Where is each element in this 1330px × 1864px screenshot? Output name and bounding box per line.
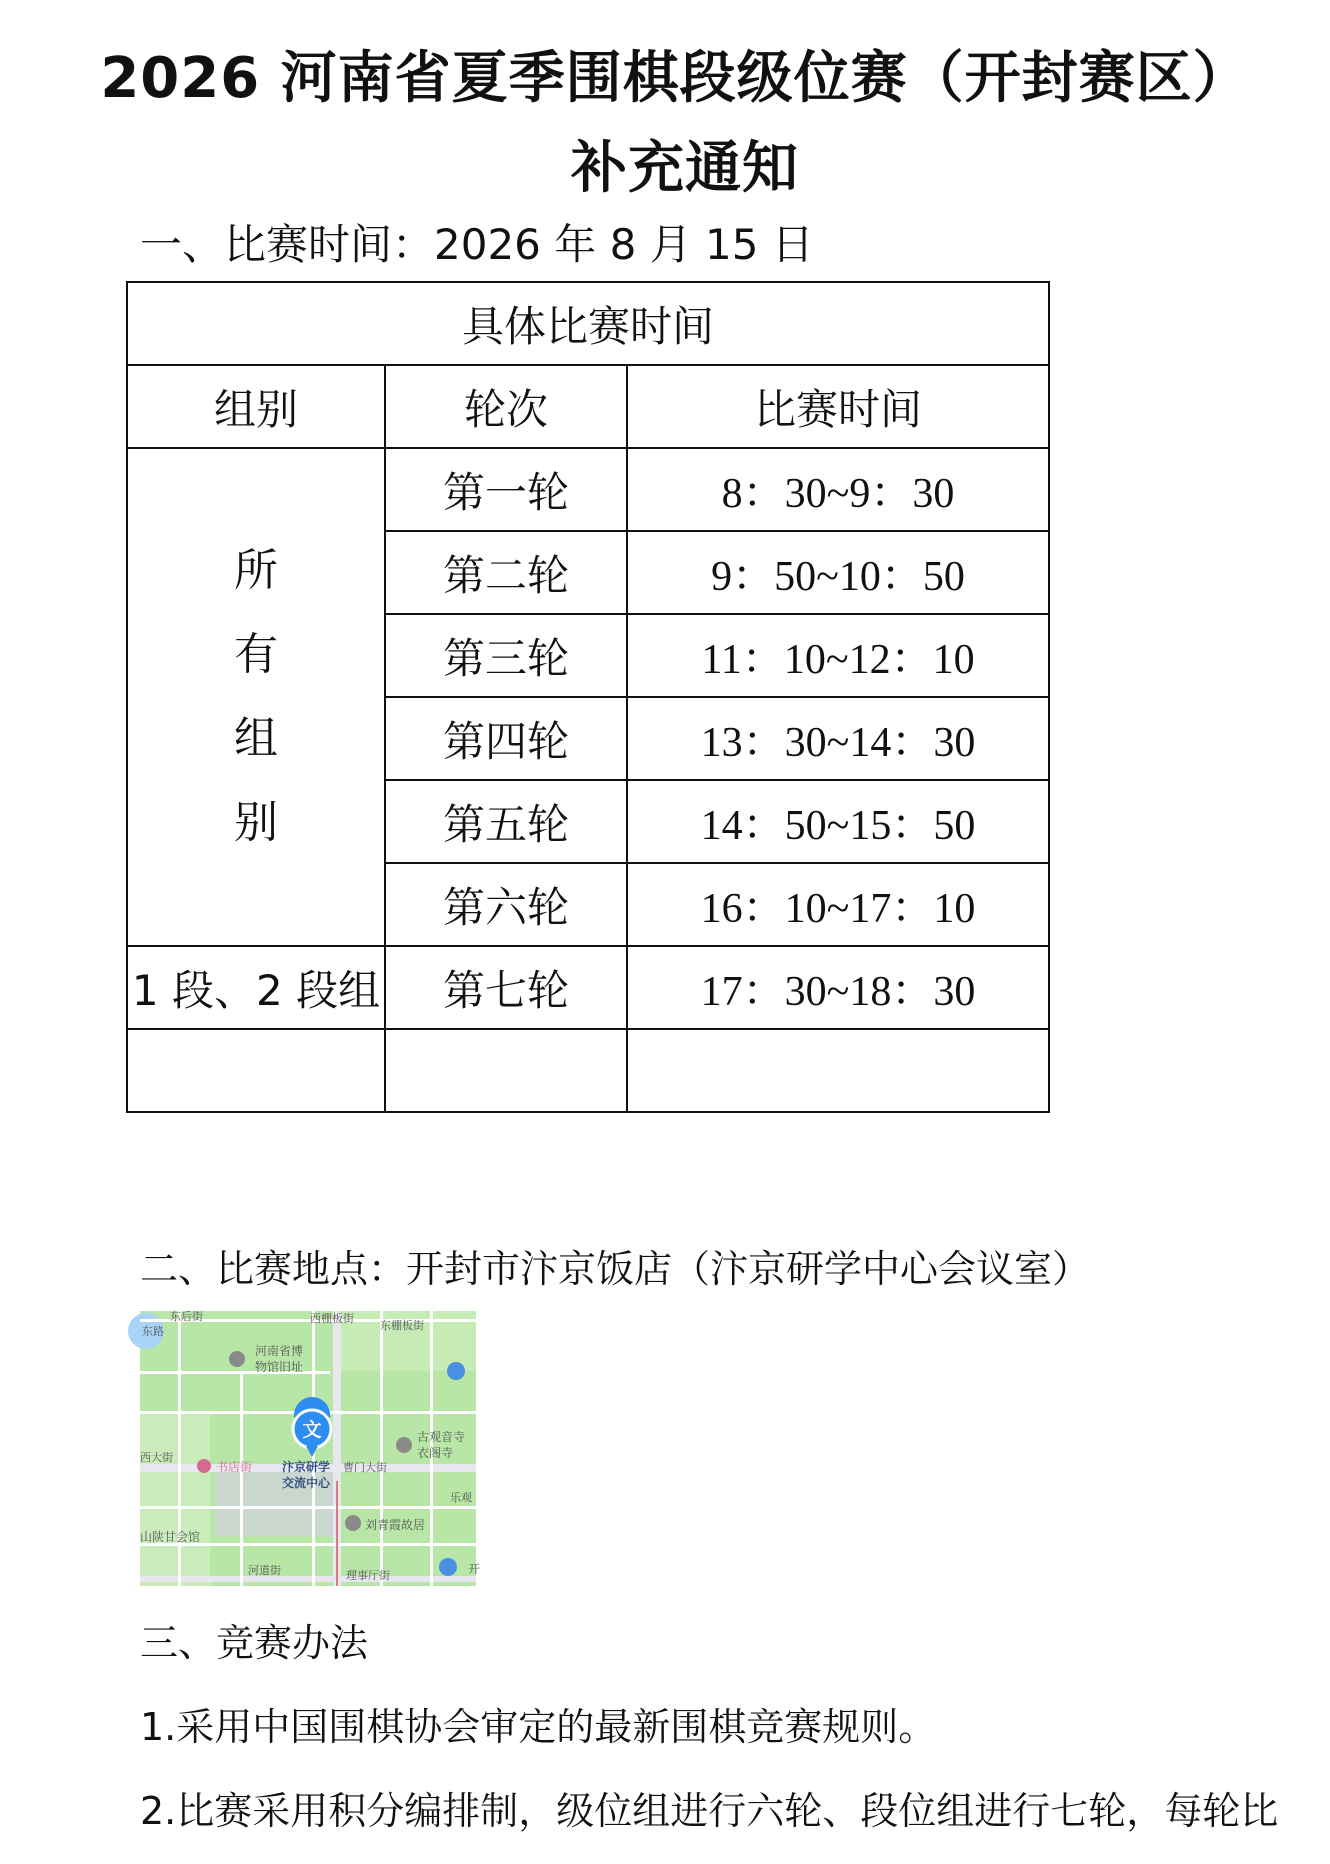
- time-cell: 17：30~18：30: [627, 946, 1049, 1029]
- group-all-char: 组: [234, 713, 278, 764]
- round-cell: 第二轮: [385, 531, 627, 614]
- map-label: 古观音寺: [417, 1430, 466, 1444]
- round-cell: 第四轮: [385, 697, 627, 780]
- map-road: [380, 1311, 383, 1586]
- map-label: 交流中心: [282, 1476, 331, 1490]
- map-label: 开: [468, 1562, 481, 1576]
- round-cell: 第三轮: [385, 614, 627, 697]
- section-3-method: 三、竞赛办法: [140, 1621, 369, 1665]
- table-row: [127, 448, 1049, 531]
- table-caption-row: [127, 282, 1049, 365]
- time-cell: 8：30~9：30: [627, 448, 1049, 531]
- map-road-main: [140, 1576, 476, 1582]
- table-header-row: [127, 365, 1049, 448]
- map-road: [140, 1506, 476, 1509]
- map-label: 物馆旧址: [255, 1360, 304, 1374]
- map-label: 衣阁寺: [417, 1446, 454, 1460]
- rule-1: 1.采用中国围棋协会审定的最新围棋竞赛规则。: [140, 1705, 937, 1749]
- map-label: 乐观: [450, 1491, 472, 1504]
- rule-2: 2.比赛采用积分编排制，级位组进行六轮、段位组进行七轮，每轮比: [140, 1789, 1279, 1833]
- empty-cell: [627, 1029, 1049, 1112]
- map-label: 河南省博: [255, 1344, 304, 1358]
- header-time: 比赛时间: [627, 365, 1049, 448]
- map-label: 河道街: [248, 1564, 281, 1577]
- time-cell: 13：30~14：30: [627, 697, 1049, 780]
- table-row: [127, 946, 1049, 1029]
- round-cell: 第六轮: [385, 863, 627, 946]
- map-label: 东棚板街: [380, 1319, 424, 1332]
- bookstore-icon: [197, 1459, 211, 1473]
- map-label: 山陕甘会馆: [140, 1530, 201, 1544]
- schedule-table: [126, 281, 1050, 1113]
- header-round: 轮次: [385, 365, 627, 448]
- document-title-line1: 2026 河南省夏季围棋段级位赛（开封赛区）: [100, 46, 1250, 111]
- map-block: [140, 1411, 210, 1586]
- map-route: [336, 1481, 338, 1586]
- temple-icon: [396, 1437, 412, 1453]
- section-1-time: 一、比赛时间：2026 年 8 月 15 日: [140, 220, 814, 269]
- empty-cell: [127, 1029, 385, 1112]
- group-dan-cell: 1 段、2 段组: [127, 946, 385, 1029]
- map-label: 刘青霞故居: [365, 1518, 426, 1532]
- group-all-label: [234, 529, 278, 865]
- venue-map[interactable]: [140, 1310, 481, 1586]
- map-road: [178, 1311, 181, 1586]
- time-cell: 14：50~15：50: [627, 780, 1049, 863]
- school-icon: [439, 1558, 457, 1576]
- residence-icon: [345, 1515, 361, 1531]
- header-group: 组别: [127, 365, 385, 448]
- round-cell: 第五轮: [385, 780, 627, 863]
- document-title-line2: 补充通知: [571, 136, 799, 201]
- round-cell: 第一轮: [385, 448, 627, 531]
- map-label: 西棚板街: [310, 1312, 354, 1325]
- group-all-char: 有: [234, 629, 278, 680]
- map-label: 汴京研学: [282, 1460, 331, 1474]
- museum-icon: [229, 1351, 245, 1367]
- map-label: 理事厅街: [346, 1569, 390, 1582]
- map-road: [240, 1371, 243, 1586]
- time-cell: 9：50~10：50: [627, 531, 1049, 614]
- map-label: 曹门大街: [343, 1461, 387, 1474]
- group-all-char: 别: [234, 797, 278, 848]
- section-2-venue: 二、比赛地点：开封市汴京饭店（汴京研学中心会议室）: [140, 1247, 1091, 1291]
- school-icon: [447, 1362, 465, 1380]
- map-label: 东后街: [170, 1310, 203, 1323]
- map-label: 西大街: [140, 1451, 173, 1464]
- venue-pin-label: 文: [302, 1419, 322, 1441]
- group-all-cell: [127, 448, 385, 946]
- group-all-char: 所: [234, 545, 278, 596]
- time-cell: 11：10~12：10: [627, 614, 1049, 697]
- time-cell: 16：10~17：10: [627, 863, 1049, 946]
- round-cell: 第七轮: [385, 946, 627, 1029]
- table-caption: 具体比赛时间: [127, 282, 1049, 365]
- map-label: 东路: [142, 1325, 164, 1338]
- table-row-empty: [127, 1029, 1049, 1112]
- map-label: 书店街: [216, 1460, 253, 1474]
- empty-cell: [385, 1029, 627, 1112]
